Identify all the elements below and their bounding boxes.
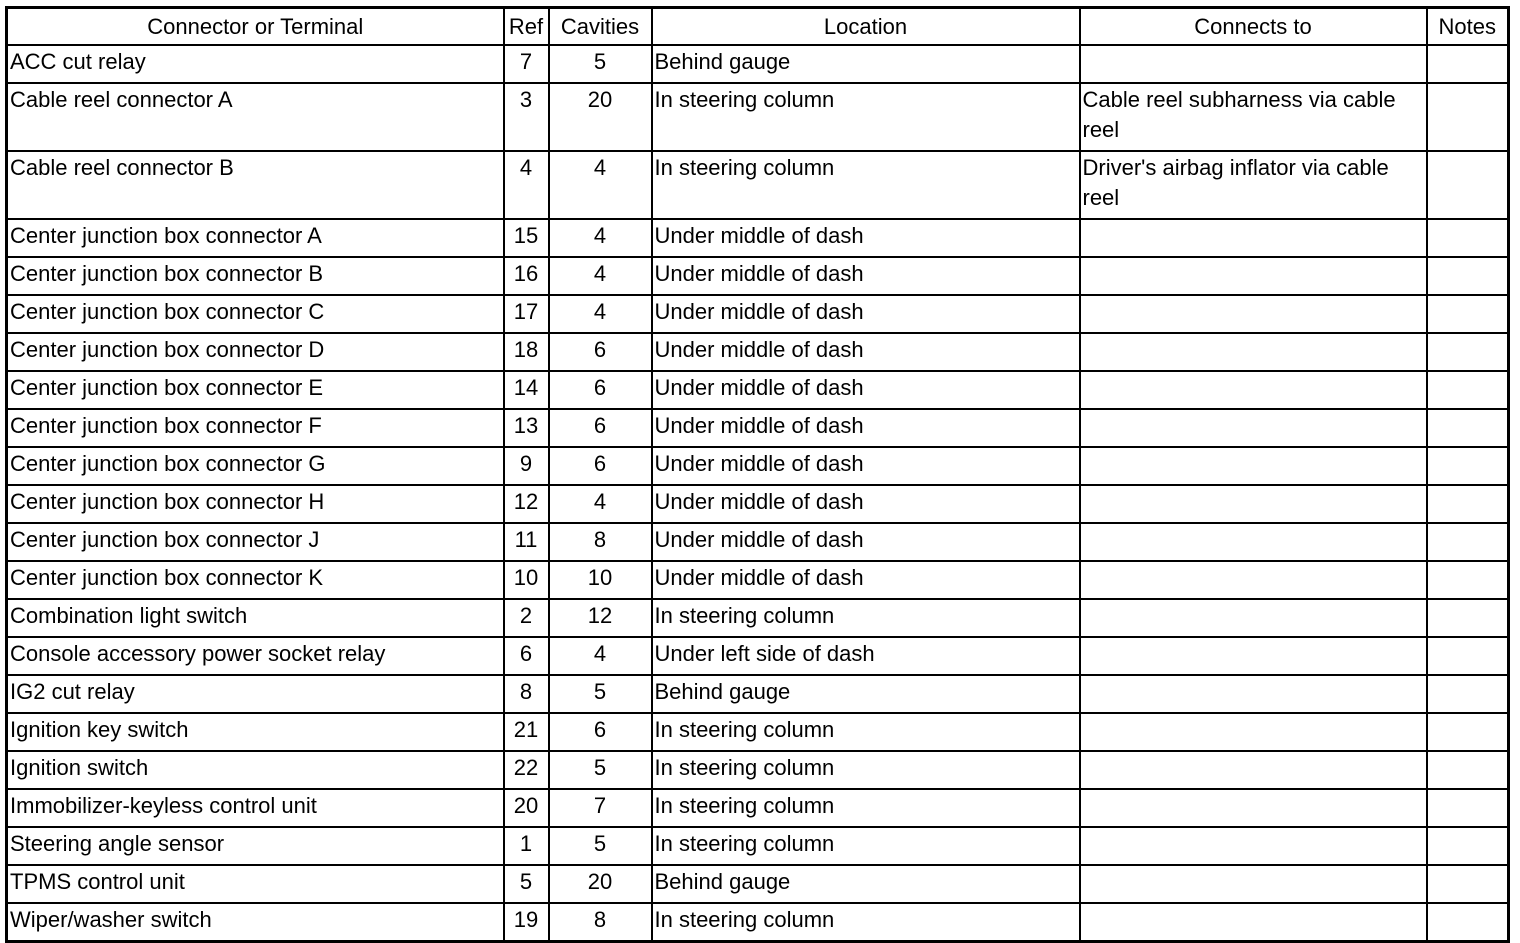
header-connector: Connector or Terminal	[7, 8, 504, 46]
cell-cavities: 20	[549, 83, 652, 151]
cell-connector: IG2 cut relay	[7, 675, 504, 713]
cell-location: In steering column	[652, 151, 1080, 219]
cell-connector: ACC cut relay	[7, 45, 504, 83]
cell-location: Under middle of dash	[652, 257, 1080, 295]
cell-location: In steering column	[652, 751, 1080, 789]
cell-notes	[1427, 409, 1509, 447]
cell-cavities: 5	[549, 827, 652, 865]
cell-location: Under left side of dash	[652, 637, 1080, 675]
cell-location: In steering column	[652, 83, 1080, 151]
cell-location: Under middle of dash	[652, 561, 1080, 599]
table-row	[7, 599, 1509, 637]
cell-location: Behind gauge	[652, 865, 1080, 903]
cell-location: Under middle of dash	[652, 409, 1080, 447]
cell-cavities: 8	[549, 523, 652, 561]
cell-ref: 13	[504, 409, 549, 447]
cell-ref: 3	[504, 83, 549, 151]
cell-cavities: 6	[549, 371, 652, 409]
table-row	[7, 83, 1509, 151]
header-cavities: Cavities	[549, 8, 652, 46]
cell-connector: Ignition switch	[7, 751, 504, 789]
cell-location: In steering column	[652, 789, 1080, 827]
cell-ref: 14	[504, 371, 549, 409]
cell-location: Behind gauge	[652, 675, 1080, 713]
cell-notes	[1427, 903, 1509, 942]
cell-connector: Steering angle sensor	[7, 827, 504, 865]
cell-notes	[1427, 713, 1509, 751]
table-row	[7, 151, 1509, 219]
cell-connects-to	[1080, 257, 1427, 295]
table-row	[7, 371, 1509, 409]
cell-ref: 2	[504, 599, 549, 637]
cell-notes	[1427, 523, 1509, 561]
cell-location: In steering column	[652, 903, 1080, 942]
cell-ref: 7	[504, 45, 549, 83]
cell-ref: 17	[504, 295, 549, 333]
cell-cavities: 5	[549, 45, 652, 83]
cell-connector: Combination light switch	[7, 599, 504, 637]
table-row	[7, 333, 1509, 371]
cell-connects-to	[1080, 789, 1427, 827]
cell-connects-to	[1080, 45, 1427, 83]
cell-location: In steering column	[652, 713, 1080, 751]
header-connects-to: Connects to	[1080, 8, 1427, 46]
cell-connects-to	[1080, 523, 1427, 561]
cell-cavities: 4	[549, 295, 652, 333]
cell-notes	[1427, 751, 1509, 789]
cell-location: Under middle of dash	[652, 219, 1080, 257]
cell-connector: Console accessory power socket relay	[7, 637, 504, 675]
cell-ref: 9	[504, 447, 549, 485]
cell-cavities: 8	[549, 903, 652, 942]
cell-notes	[1427, 675, 1509, 713]
cell-ref: 22	[504, 751, 549, 789]
cell-location: Under middle of dash	[652, 523, 1080, 561]
cell-cavities: 4	[549, 485, 652, 523]
cell-connector: Center junction box connector H	[7, 485, 504, 523]
table-row	[7, 751, 1509, 789]
cell-connects-to	[1080, 219, 1427, 257]
cell-ref: 19	[504, 903, 549, 942]
cell-location: In steering column	[652, 827, 1080, 865]
cell-notes	[1427, 83, 1509, 151]
table-row	[7, 447, 1509, 485]
cell-connects-to	[1080, 371, 1427, 409]
table-row	[7, 827, 1509, 865]
cell-notes	[1427, 789, 1509, 827]
cell-cavities: 4	[549, 637, 652, 675]
cell-connector: Center junction box connector G	[7, 447, 504, 485]
cell-notes	[1427, 257, 1509, 295]
cell-ref: 5	[504, 865, 549, 903]
cell-connects-to	[1080, 409, 1427, 447]
cell-connector: Center junction box connector E	[7, 371, 504, 409]
cell-notes	[1427, 333, 1509, 371]
cell-notes	[1427, 637, 1509, 675]
cell-connects-to	[1080, 485, 1427, 523]
cell-connector: Center junction box connector D	[7, 333, 504, 371]
cell-connects-to	[1080, 865, 1427, 903]
cell-connector: Center junction box connector J	[7, 523, 504, 561]
table-row	[7, 675, 1509, 713]
cell-location: Under middle of dash	[652, 485, 1080, 523]
cell-ref: 8	[504, 675, 549, 713]
cell-connects-to	[1080, 675, 1427, 713]
cell-cavities: 4	[549, 219, 652, 257]
cell-cavities: 12	[549, 599, 652, 637]
table-row	[7, 257, 1509, 295]
cell-cavities: 4	[549, 151, 652, 219]
cell-connects-to	[1080, 751, 1427, 789]
cell-ref: 12	[504, 485, 549, 523]
cell-cavities: 5	[549, 675, 652, 713]
cell-notes	[1427, 45, 1509, 83]
cell-notes	[1427, 447, 1509, 485]
cell-connector: Center junction box connector B	[7, 257, 504, 295]
table-row	[7, 865, 1509, 903]
cell-location: Under middle of dash	[652, 371, 1080, 409]
cell-cavities: 6	[549, 409, 652, 447]
cell-connector: Ignition key switch	[7, 713, 504, 751]
cell-connects-to	[1080, 447, 1427, 485]
cell-connects-to	[1080, 903, 1427, 942]
cell-ref: 18	[504, 333, 549, 371]
table-header-row	[7, 8, 1509, 46]
connector-table	[5, 6, 1510, 943]
cell-connector: Wiper/washer switch	[7, 903, 504, 942]
cell-location: In steering column	[652, 599, 1080, 637]
cell-location: Under middle of dash	[652, 333, 1080, 371]
cell-cavities: 7	[549, 789, 652, 827]
header-location: Location	[652, 8, 1080, 46]
table-row	[7, 561, 1509, 599]
cell-connects-to	[1080, 827, 1427, 865]
connector-table-wrapper	[5, 6, 1510, 943]
cell-ref: 16	[504, 257, 549, 295]
cell-cavities: 6	[549, 333, 652, 371]
table-row	[7, 409, 1509, 447]
cell-notes	[1427, 827, 1509, 865]
cell-ref: 15	[504, 219, 549, 257]
cell-location: Under middle of dash	[652, 295, 1080, 333]
header-ref: Ref	[504, 8, 549, 46]
table-row	[7, 485, 1509, 523]
cell-notes	[1427, 599, 1509, 637]
cell-connector: Immobilizer-keyless control unit	[7, 789, 504, 827]
table-row	[7, 45, 1509, 83]
table-row	[7, 219, 1509, 257]
cell-cavities: 20	[549, 865, 652, 903]
cell-connector: Center junction box connector C	[7, 295, 504, 333]
cell-cavities: 6	[549, 713, 652, 751]
cell-cavities: 4	[549, 257, 652, 295]
cell-connector: Center junction box connector F	[7, 409, 504, 447]
cell-connects-to: Cable reel subharness via cable reel	[1080, 83, 1427, 151]
cell-location: Under middle of dash	[652, 447, 1080, 485]
cell-connector: TPMS control unit	[7, 865, 504, 903]
cell-ref: 1	[504, 827, 549, 865]
cell-connects-to: Driver's airbag inflator via cable reel	[1080, 151, 1427, 219]
table-row	[7, 637, 1509, 675]
cell-ref: 6	[504, 637, 549, 675]
cell-notes	[1427, 485, 1509, 523]
table-row	[7, 523, 1509, 561]
cell-notes	[1427, 371, 1509, 409]
cell-notes	[1427, 219, 1509, 257]
cell-connector: Cable reel connector B	[7, 151, 504, 219]
cell-connects-to	[1080, 599, 1427, 637]
cell-ref: 21	[504, 713, 549, 751]
cell-connects-to	[1080, 295, 1427, 333]
table-row	[7, 789, 1509, 827]
cell-ref: 10	[504, 561, 549, 599]
cell-cavities: 6	[549, 447, 652, 485]
cell-ref: 11	[504, 523, 549, 561]
table-row	[7, 295, 1509, 333]
cell-connects-to	[1080, 561, 1427, 599]
cell-ref: 4	[504, 151, 549, 219]
cell-location: Behind gauge	[652, 45, 1080, 83]
cell-cavities: 5	[549, 751, 652, 789]
cell-ref: 20	[504, 789, 549, 827]
header-notes: Notes	[1427, 8, 1509, 46]
cell-connector: Cable reel connector A	[7, 83, 504, 151]
cell-notes	[1427, 865, 1509, 903]
table-row	[7, 713, 1509, 751]
cell-notes	[1427, 295, 1509, 333]
cell-connector: Center junction box connector A	[7, 219, 504, 257]
cell-connector: Center junction box connector K	[7, 561, 504, 599]
cell-notes	[1427, 151, 1509, 219]
cell-cavities: 10	[549, 561, 652, 599]
cell-connects-to	[1080, 333, 1427, 371]
cell-connects-to	[1080, 713, 1427, 751]
table-row	[7, 903, 1509, 942]
cell-connects-to	[1080, 637, 1427, 675]
cell-notes	[1427, 561, 1509, 599]
